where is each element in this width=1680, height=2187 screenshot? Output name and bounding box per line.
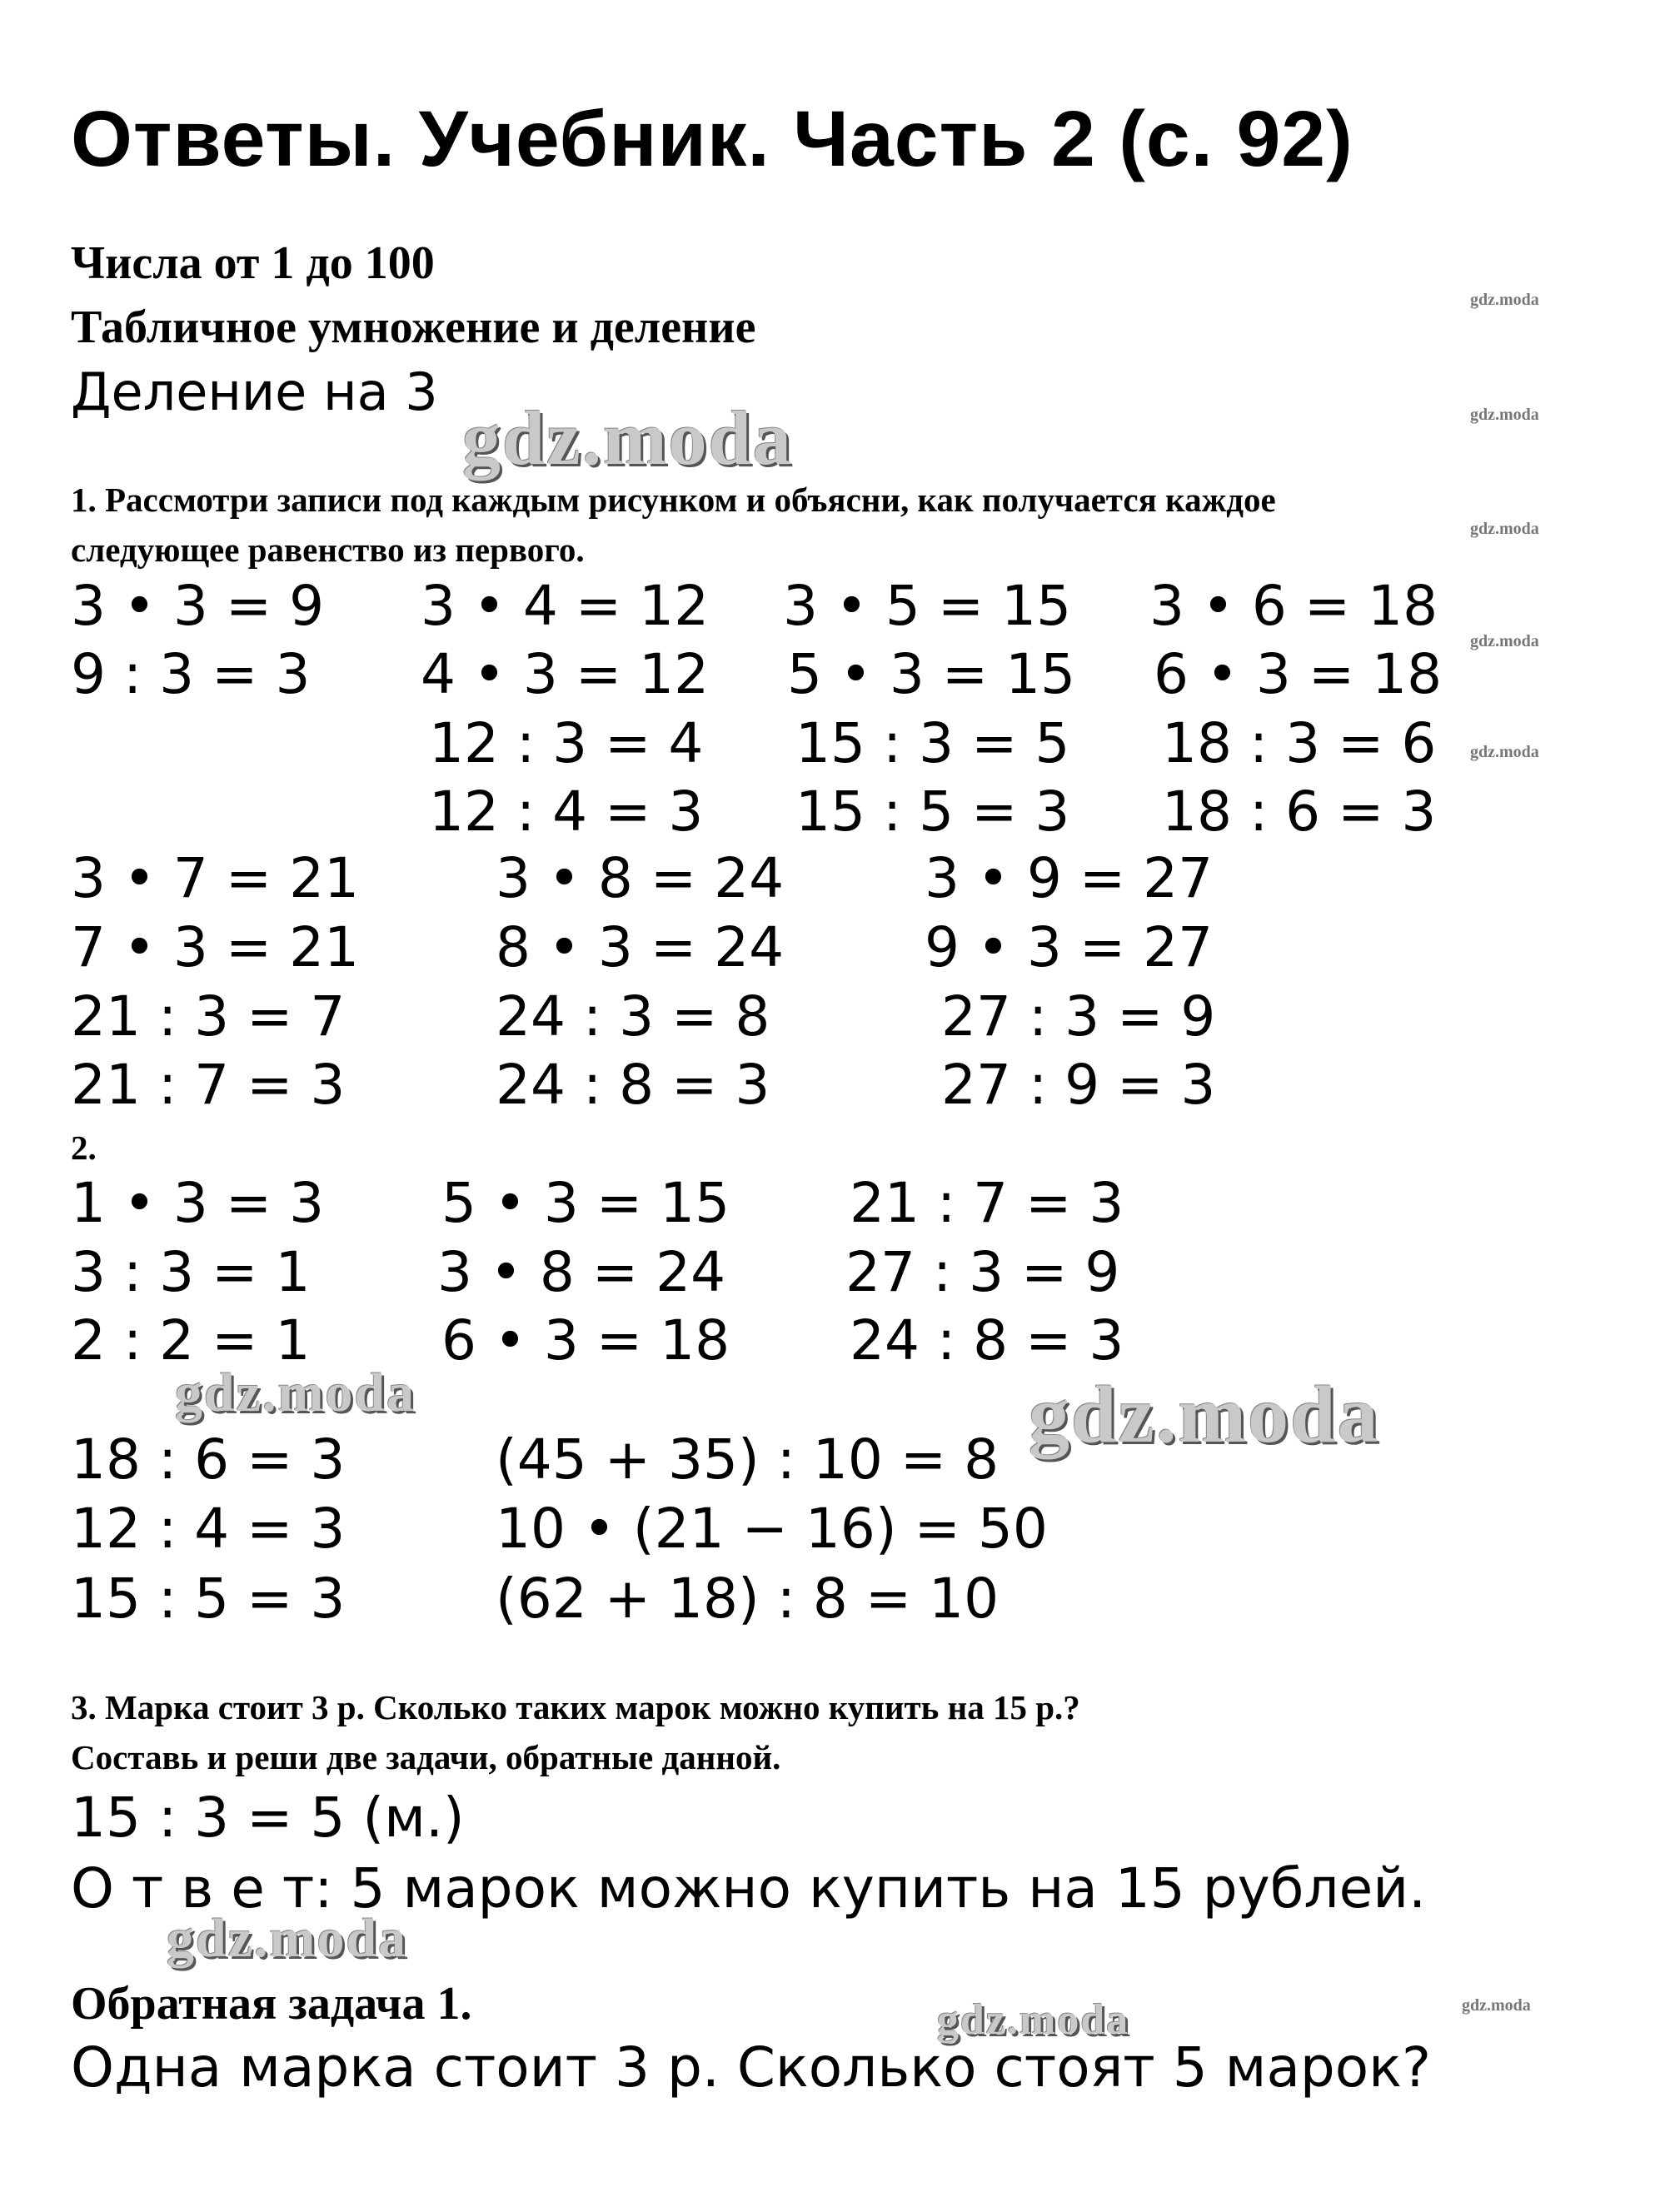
inverse-task-text: Одна марка стоит 3 р. Сколько стоят 5 марок? <box>71 2035 1432 2100</box>
task3-prompt-line1: 3. Марка стоит 3 р. Сколько таких марок можно купить на 15 р.? <box>71 1688 1080 1726</box>
equation: 15 : 5 = 3 <box>795 780 1070 844</box>
equation: 12 : 4 = 3 <box>71 1497 346 1561</box>
equation: 10 • (21 − 16) = 50 <box>496 1497 1048 1561</box>
task3-prompt-line2: Составь и реши две задачи, обратные данной. <box>71 1738 781 1776</box>
equation: 3 • 7 = 21 <box>71 846 360 910</box>
equation: 12 : 3 = 4 <box>429 711 704 775</box>
equation: 21 : 7 = 3 <box>71 1053 346 1117</box>
equation: 8 • 3 = 24 <box>496 915 785 979</box>
equation: 3 : 3 = 1 <box>71 1240 311 1304</box>
equation: (62 + 18) : 8 = 10 <box>496 1567 1000 1631</box>
equation: 24 : 8 = 3 <box>850 1308 1124 1372</box>
equation: (45 + 35) : 10 = 8 <box>496 1427 1000 1492</box>
watermark-small: gdz.moda <box>1470 291 1539 309</box>
equation: 4 • 3 = 12 <box>421 642 710 706</box>
equation: 21 : 7 = 3 <box>850 1171 1124 1235</box>
task3-solution: 15 : 3 = 5 (м.) <box>71 1786 465 1850</box>
equation: 15 : 5 = 3 <box>71 1567 346 1631</box>
page-title: Ответы. Учебник. Часть 2 (с. 92) <box>71 95 1353 183</box>
equation: 3 • 3 = 9 <box>71 574 325 638</box>
section-heading: Числа от 1 до 100 <box>71 237 435 289</box>
equation: 6 • 3 = 18 <box>441 1308 730 1372</box>
equation: 5 • 3 = 15 <box>787 642 1076 706</box>
equation: 18 : 6 = 3 <box>1162 780 1437 844</box>
watermark-large: gdz.moda <box>937 1996 1130 2044</box>
equation: 3 • 5 = 15 <box>783 574 1072 638</box>
equation: 3 • 9 = 27 <box>925 846 1214 910</box>
equation: 18 : 3 = 6 <box>1162 711 1437 775</box>
watermark-small: gdz.moda <box>1470 520 1539 538</box>
equation: 27 : 9 = 3 <box>941 1053 1216 1117</box>
equation: 6 • 3 = 18 <box>1154 642 1443 706</box>
equation: 9 : 3 = 3 <box>71 642 311 706</box>
equation: 1 • 3 = 3 <box>71 1171 325 1235</box>
watermark-small: gdz.moda <box>1470 743 1539 761</box>
inverse-task-title: Обратная задача 1. <box>71 1978 472 2030</box>
equation: 21 : 3 = 7 <box>71 984 346 1049</box>
section-subheading: Табличное умножение и деление <box>71 301 756 353</box>
watermark-small: gdz.moda <box>1462 1996 1531 2015</box>
watermark-large: gdz.moda <box>1029 1370 1380 1460</box>
equation: 12 : 4 = 3 <box>429 780 704 844</box>
watermark-small: gdz.moda <box>1470 406 1539 424</box>
task3-answer: О т в е т: 5 марок можно купить на 15 рублей. <box>71 1856 1427 1920</box>
equation: 7 • 3 = 21 <box>71 915 360 979</box>
equation: 3 • 6 = 18 <box>1149 574 1438 638</box>
equation: 3 • 8 = 24 <box>437 1240 726 1304</box>
equation: 24 : 8 = 3 <box>496 1053 770 1117</box>
watermark-large: gdz.moda <box>462 396 793 481</box>
equation: 15 : 3 = 5 <box>795 711 1070 775</box>
equation: 3 • 8 = 24 <box>496 846 785 910</box>
equation: 3 • 4 = 12 <box>421 574 710 638</box>
equation: 18 : 6 = 3 <box>71 1427 346 1492</box>
equation: 2 : 2 = 1 <box>71 1308 311 1372</box>
watermark-large: gdz.moda <box>167 1908 408 1969</box>
equation: 24 : 3 = 8 <box>496 984 770 1049</box>
task2-label: 2. <box>71 1128 97 1167</box>
task1-prompt-line1: 1. Рассмотри записи под каждым рисунком и объясни, как получается каждое <box>71 481 1276 519</box>
equation: 27 : 3 = 9 <box>845 1240 1120 1304</box>
equation: 9 • 3 = 27 <box>925 915 1214 979</box>
topic-heading: Деление на 3 <box>71 361 438 422</box>
equation: 5 • 3 = 15 <box>441 1171 730 1235</box>
equation: 27 : 3 = 9 <box>941 984 1216 1049</box>
watermark-large: gdz.moda <box>175 1363 416 1423</box>
watermark-small: gdz.moda <box>1470 632 1539 650</box>
task1-prompt-line2: следующее равенство из первого. <box>71 531 585 569</box>
